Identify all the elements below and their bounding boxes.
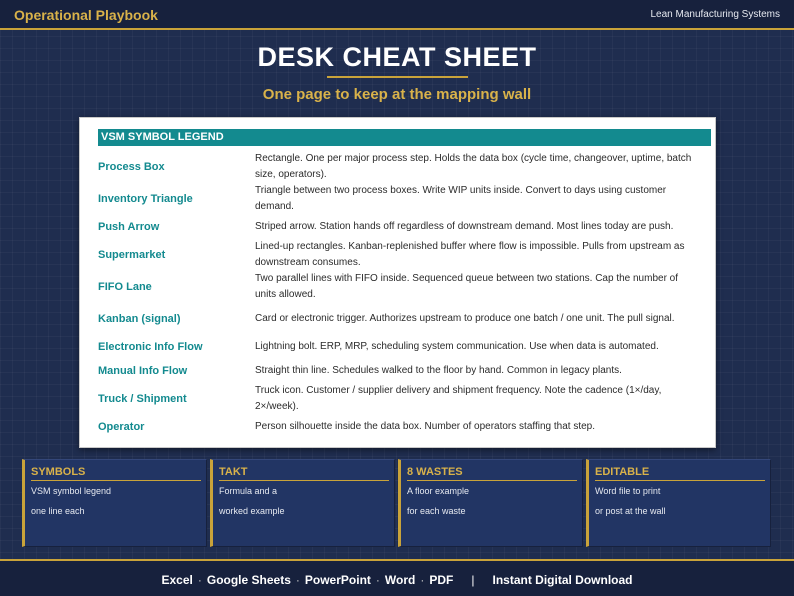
legend-term: Operator <box>98 421 145 433</box>
page-subtitle: One page to keep at the mapping wall <box>262 86 532 103</box>
legend-row <box>98 150 698 183</box>
legend-definition: Card or electronic trigger. Authorizes upstream to produce one batch / one unit. The pull signal. <box>255 313 675 324</box>
format-separator: · <box>420 573 425 587</box>
format-list <box>0 573 794 587</box>
format-label: PDF <box>429 573 454 587</box>
format-separator: · <box>375 573 380 587</box>
legend-definition: Person silhouette inside the data box. Number of operators staffing that step. <box>255 421 596 432</box>
legend-definition: Lined-up rectangles. Kanban-replenished buffer where flow is impossible. Pulls from upstream as downstream consumes. <box>255 241 685 268</box>
format-label: Excel <box>161 573 193 587</box>
feature-panel-symbols <box>22 459 207 547</box>
legend-row <box>98 383 698 415</box>
category-label: Lean Manufacturing Systems <box>650 9 780 20</box>
legend-card <box>79 117 716 448</box>
format-divider: | <box>471 573 475 587</box>
legend-row <box>98 215 698 239</box>
feature-line: for each waste <box>407 506 466 516</box>
feature-title: TAKT <box>219 466 248 478</box>
format-label: Word <box>384 573 416 587</box>
legend-rows <box>98 150 698 439</box>
feature-line: VSM symbol legend <box>31 486 112 496</box>
legend-definition: Truck icon. Customer / supplier delivery and shipment frequency. Note the cadence (1×/day, 2×/week). <box>255 385 662 412</box>
legend-row <box>98 359 698 383</box>
legend-definition: Rectangle. One per major process step. Holds the data box (cycle time, changeover, uptime, batch size, operators). <box>255 152 692 180</box>
legend-row <box>98 239 698 271</box>
legend-row <box>98 303 698 335</box>
legend-term: Truck / Shipment <box>98 393 187 405</box>
legend-term: Supermarket <box>98 249 166 261</box>
download-label: Instant Digital Download <box>492 573 633 587</box>
bottom-bar <box>0 559 794 596</box>
legend-definition: Straight thin line. Schedules walked to the floor by hand. Common in legacy plants. <box>255 365 622 376</box>
format-label: PowerPoint <box>304 573 371 587</box>
legend-definition: Two parallel lines with FIFO inside. Sequenced queue between two stations. Cap the number of units allowed. <box>255 273 679 300</box>
format-separator: · <box>197 573 202 587</box>
top-bar <box>0 0 794 30</box>
feature-panels <box>22 459 774 547</box>
legend-header: VSM SYMBOL LEGEND <box>98 129 711 146</box>
feature-divider <box>407 480 577 481</box>
page-title: DESK CHEAT SHEET <box>257 42 537 72</box>
legend-row <box>98 415 698 439</box>
feature-line: one line each <box>31 506 85 516</box>
feature-title: EDITABLE <box>595 466 650 478</box>
legend-row <box>98 271 698 303</box>
feature-panel-editable <box>586 459 771 547</box>
title-divider <box>327 76 468 78</box>
legend-term: Push Arrow <box>98 221 160 233</box>
feature-title: SYMBOLS <box>31 466 86 478</box>
format-label: Google Sheets <box>206 573 291 587</box>
feature-divider <box>595 480 765 481</box>
legend-term: Manual Info Flow <box>98 365 188 377</box>
legend-definition: Striped arrow. Station hands off regardless of downstream demand. Most lines today are push. <box>255 221 674 232</box>
legend-row <box>98 335 698 359</box>
legend-definition: Triangle between two process boxes. Write WIP units inside. Convert to days using customer demand. <box>255 185 667 212</box>
feature-line: A floor example <box>407 486 470 496</box>
legend-term: Process Box <box>98 160 165 173</box>
feature-panel-wastes <box>398 459 583 547</box>
legend-definition: Lightning bolt. ERP, MRP, scheduling system communication. Use when data is automated. <box>255 341 659 352</box>
legend-term: Electronic Info Flow <box>98 341 203 353</box>
feature-line: Formula and a <box>219 486 278 496</box>
format-separator: · <box>295 573 300 587</box>
feature-panel-takt <box>210 459 395 547</box>
feature-line: Word file to print <box>595 486 661 496</box>
feature-divider <box>31 480 201 481</box>
legend-term: Inventory Triangle <box>98 193 193 205</box>
feature-title: 8 WASTES <box>407 466 463 478</box>
feature-line: worked example <box>219 506 285 516</box>
feature-divider <box>219 480 389 481</box>
legend-row <box>98 183 698 215</box>
brand-title: Operational Playbook <box>14 7 158 23</box>
feature-line: or post at the wall <box>595 506 666 516</box>
legend-term: FIFO Lane <box>98 281 152 293</box>
legend-term: Kanban (signal) <box>98 313 181 325</box>
